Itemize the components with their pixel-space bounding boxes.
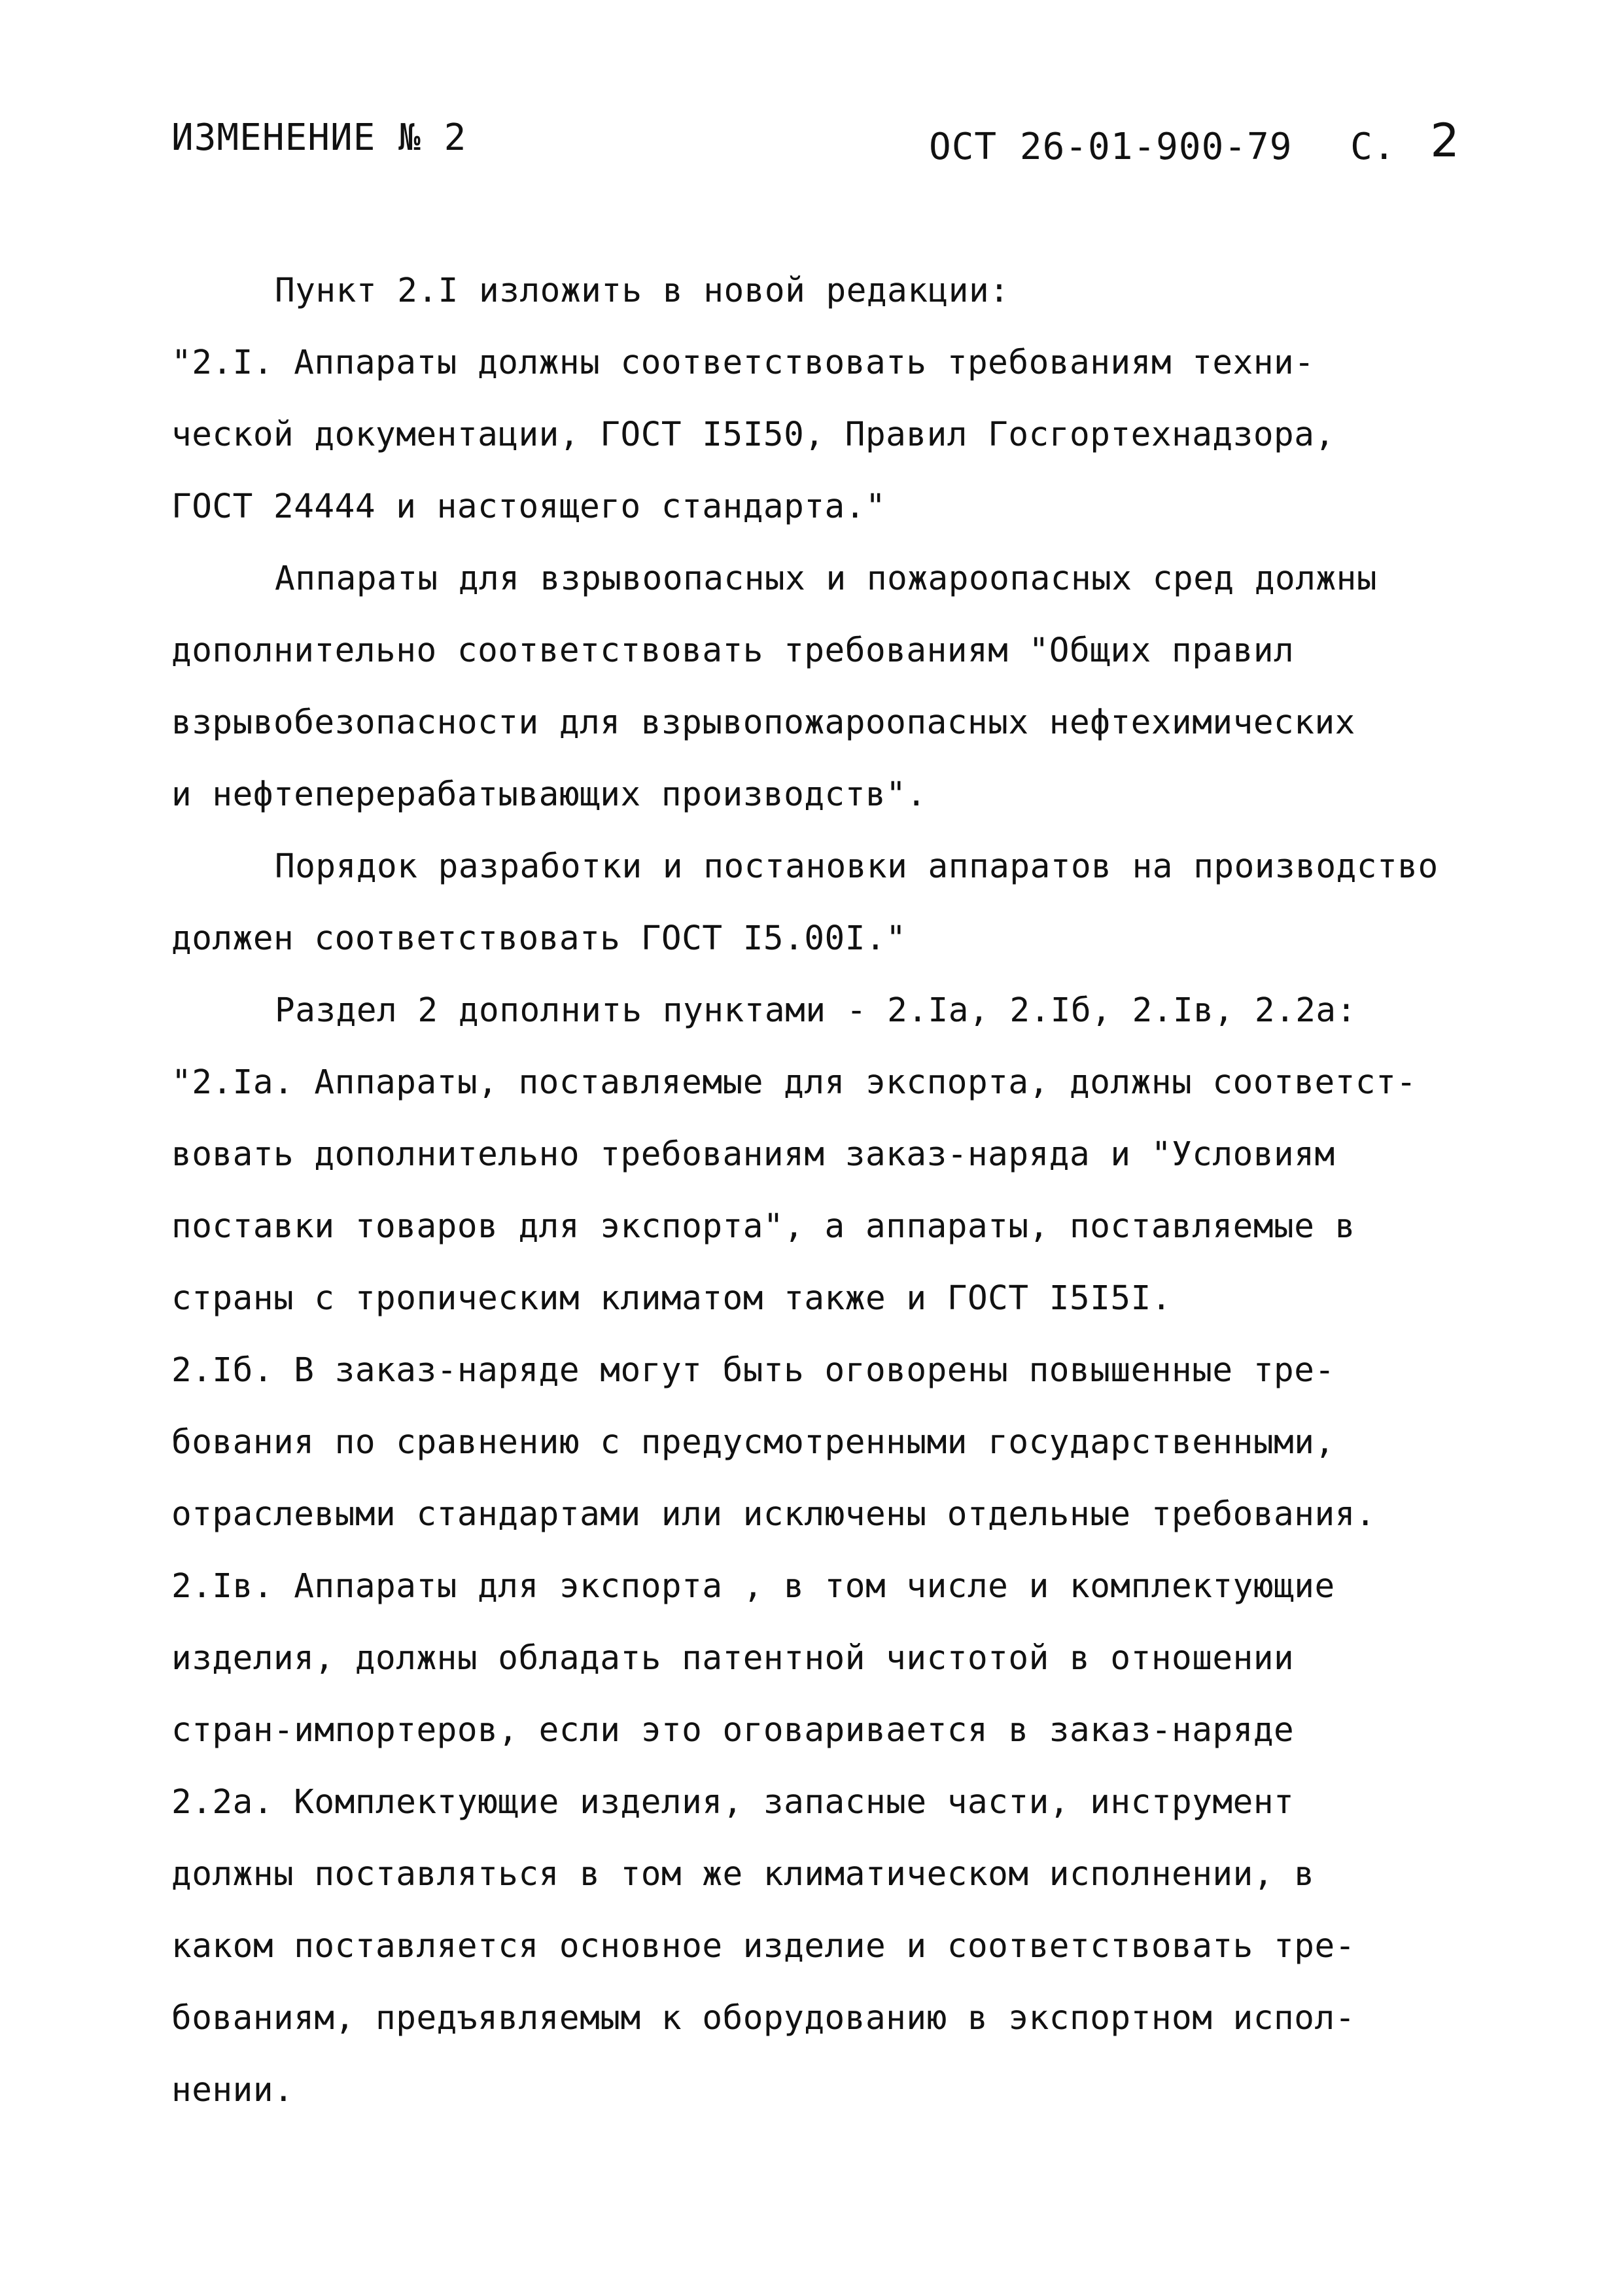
text-line: Аппараты для взрывоопасных и пожароопасных сред должны — [275, 559, 1378, 598]
change-label: ИЗМЕНЕНИЕ № 2 — [171, 116, 467, 159]
document-body — [171, 255, 1558, 2127]
text-line: отраслевыми стандартами или исключены отдельные требования. — [171, 1495, 1376, 1534]
text-line: и нефтеперерабатывающих производств". — [171, 775, 927, 814]
text-line: изделия, должны обладать патентной чистотой в отношении — [171, 1639, 1295, 1678]
text-line: ческой документации, ГОСТ I5I50, Правил Госгортехнадзора, — [171, 415, 1335, 454]
text-line: "2.I. Аппараты должны соответствовать требованиям техни- — [171, 344, 1315, 382]
page-header-right — [929, 116, 1460, 170]
text-line: 2.Iб. В заказ-наряде могут быть оговорены повышенные тре- — [171, 1351, 1335, 1390]
text-line: должны поставляться в том же климатическом исполнении, в — [171, 1855, 1315, 1894]
text-line: бования по сравнению с предусмотренными государственными, — [171, 1423, 1335, 1462]
text-line: взрывобезопасности для взрывопожароопасных нефтехимических — [171, 703, 1355, 742]
text-line: Пункт 2.I изложить в новой редакции: — [275, 272, 1010, 310]
text-line: бованиям, предъявляемым к оборудованию в экспортном испол- — [171, 1999, 1355, 2038]
text-line: "2.Iа. Аппараты, поставляемые для экспорта, должны соответст- — [171, 1063, 1417, 1102]
text-line: вовать дополнительно требованиям заказ-наряда и "Условиям — [171, 1135, 1335, 1174]
page-number: 2 — [1430, 114, 1460, 168]
text-line: поставки товаров для экспорта", а аппараты, поставляемые в — [171, 1207, 1355, 1246]
page-prefix: С. — [1350, 126, 1396, 168]
text-line: Раздел 2 дополнить пунктами - 2.Iа, 2.Iб, 2.Iв, 2.2а: — [275, 991, 1357, 1030]
text-line: ГОСТ 24444 и настоящего стандарта." — [171, 487, 886, 526]
text-line: Порядок разработки и постановки аппаратов на производство — [275, 847, 1439, 886]
text-line: нении. — [171, 2071, 294, 2110]
text-line: каком поставляется основное изделие и соответствовать тре- — [171, 1927, 1355, 1966]
text-line: страны с тропическим климатом также и ГОСТ I5I5I. — [171, 1279, 1172, 1318]
text-line: стран-импортеров, если это оговаривается в заказ-наряде — [171, 1711, 1295, 1750]
text-line: 2.2а. Комплектующие изделия, запасные части, инструмент — [171, 1783, 1295, 1822]
text-line: 2.Iв. Аппараты для экспорта , в том числе и комплектующие — [171, 1567, 1335, 1606]
standard-number: ОСТ 26-01-900-79 — [929, 126, 1293, 168]
text-line: должен соответствовать ГОСТ I5.00I." — [171, 919, 907, 958]
text-line: дополнительно соответствовать требованиям "Общих правил — [171, 631, 1295, 670]
